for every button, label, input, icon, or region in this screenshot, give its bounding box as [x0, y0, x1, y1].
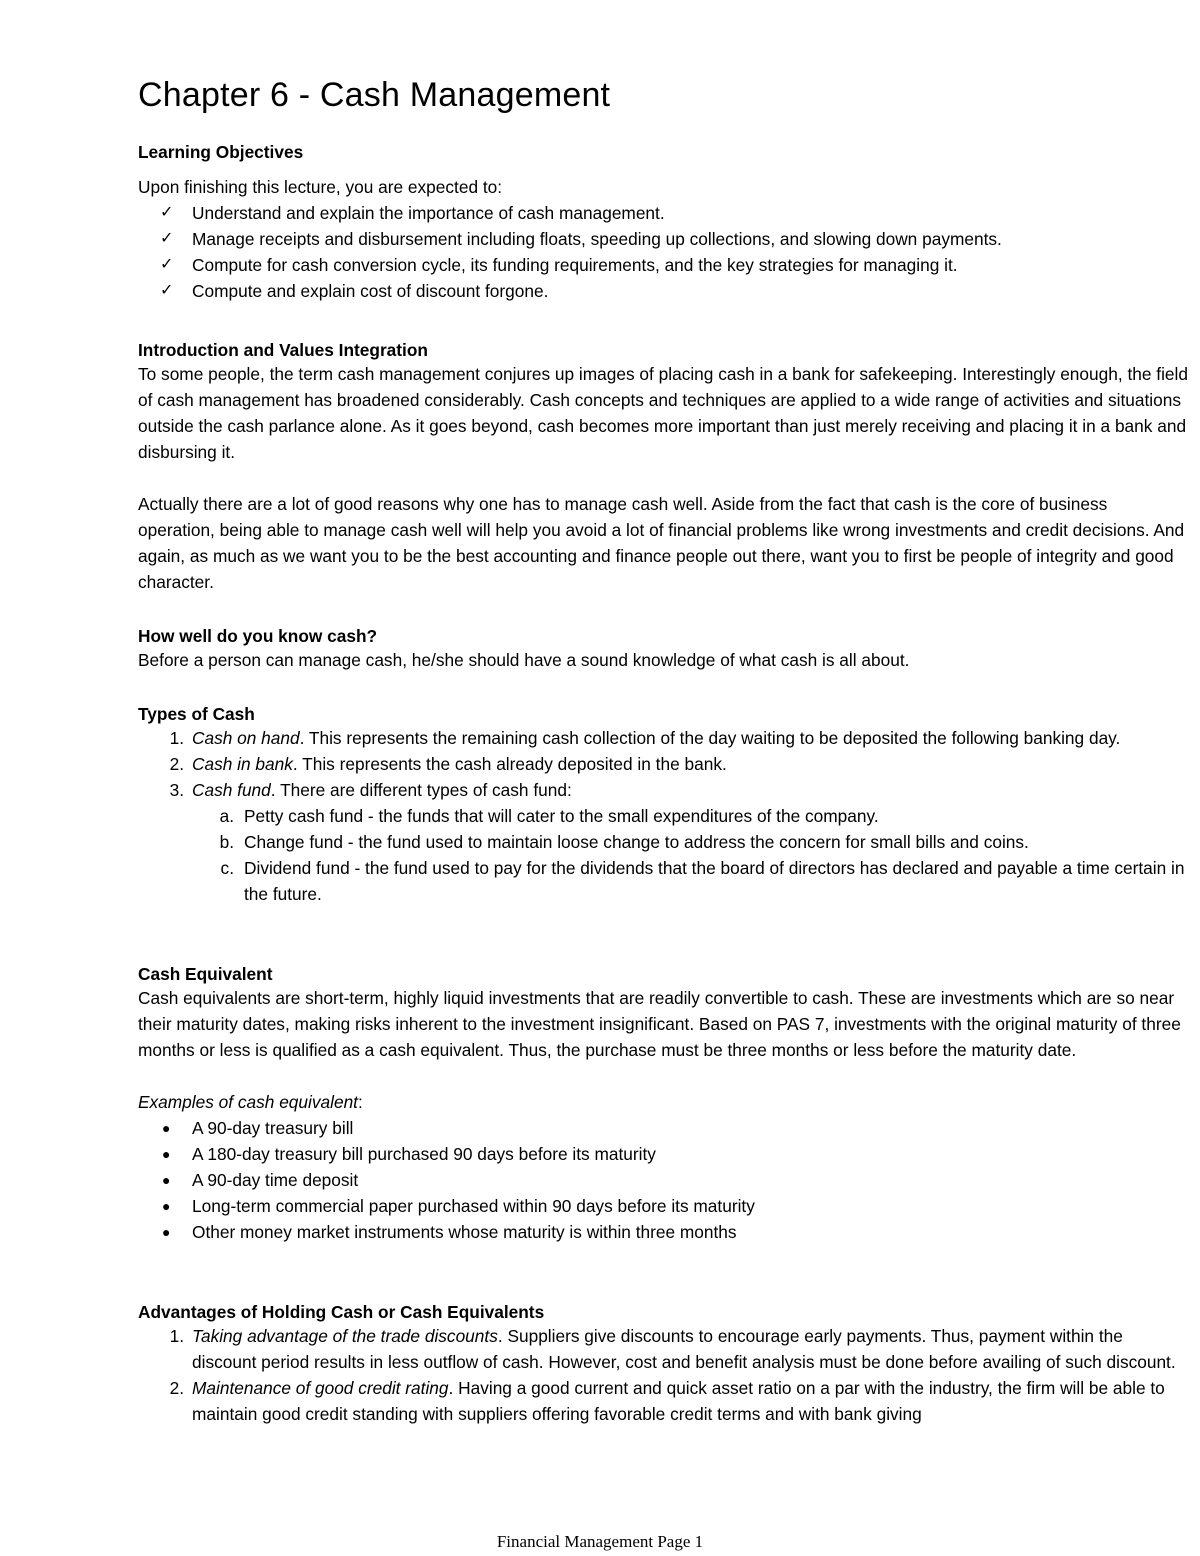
list-item: ✓ Manage receipts and disbursement including floats, speeding up collections, and slowing down payments. — [138, 226, 1188, 252]
examples-label: Examples of cash equivalent: — [138, 1092, 363, 1112]
checkmark-icon: ✓ — [160, 282, 174, 299]
list-item: 1. Taking advantage of the trade discounts. Suppliers give discounts to encourage early payments. Thus, payment within the discount period results in less outflow of cash. However, cost and benefit analysis must be done before availing of such discount. — [169, 1326, 1176, 1372]
bullet-icon: ● — [162, 1146, 171, 1162]
advantages-list — [138, 1323, 1188, 1427]
list-item: ● Other money market instruments whose maturity is within three months — [138, 1219, 1188, 1245]
advantages-heading: Advantages of Holding Cash or Cash Equivalents — [138, 1302, 545, 1322]
types-of-cash-heading: Types of Cash — [138, 704, 255, 724]
intro-values-heading: Introduction and Values Integration — [138, 340, 428, 360]
page-title: Chapter 6 - Cash Management — [138, 76, 611, 114]
list-item: 2. Maintenance of good credit rating. Having a good current and quick asset ratio on a par with the industry, the firm will be able to maintain good credit standing with suppliers offering favorable credit terms and with bank giving — [169, 1378, 1165, 1424]
know-cash-text: Before a person can manage cash, he/she should have a sound knowledge of what cash is all about. — [138, 650, 910, 670]
checkmark-icon: ✓ — [160, 256, 174, 273]
bullet-icon: ● — [162, 1172, 171, 1188]
intro-paragraph-1: To some people, the term cash management conjures up images of placing cash in a bank for safekeeping. Interestingly enough, the field of cash management has broadened considerably. Cash concepts and techniques are applied to a wide range of activities and situations outside the cash parlance alone. As it goes beyond, cash becomes more important than just merely receiving and placing it in a bank and disbursing it. — [138, 364, 1188, 462]
list-item: ✓ Compute for cash conversion cycle, its funding requirements, and the key strategies for managing it. — [138, 252, 1188, 278]
cash-fund-sublist — [138, 803, 1188, 907]
list-item: ✓ Understand and explain the importance of cash management. — [138, 200, 1188, 226]
types-of-cash-list — [138, 725, 1188, 803]
checkmark-icon: ✓ — [160, 230, 174, 247]
list-item: c. Dividend fund - the fund used to pay for the dividends that the board of directors has declared and payable a time certain in the future. — [220, 858, 1185, 904]
objectives-list — [138, 200, 1188, 304]
advantages-section — [138, 1302, 1188, 1427]
examples-list — [138, 1115, 1188, 1245]
checkmark-icon: ✓ — [160, 204, 174, 221]
list-item: ✓ Compute and explain cost of discount forgone. — [138, 278, 1188, 304]
list-item: ● A 90-day time deposit — [138, 1167, 1188, 1193]
learning-objectives-heading: Learning Objectives — [138, 142, 304, 162]
list-item: a. Petty cash fund - the funds that will cater to the small expenditures of the company. — [219, 806, 879, 826]
cash-equivalent-heading: Cash Equivalent — [138, 964, 273, 984]
list-item: ● A 90-day treasury bill — [138, 1115, 1188, 1141]
bullet-icon: ● — [162, 1120, 171, 1136]
objectives-intro: Upon finishing this lecture, you are expected to: — [138, 177, 503, 197]
page-footer: Financial Management Page 1 — [496, 1532, 704, 1551]
intro-paragraph-2: Actually there are a lot of good reasons why one has to manage cash well. Aside from the fact that cash is the core of business operation, being able to manage cash well will help you avoid a lot of financial problems like wrong investments and credit decisions. And again, as much as we want you to be the best accounting and finance people out there, want you to first be people of integrity and good character. — [138, 494, 1185, 592]
bullet-icon: ● — [162, 1198, 171, 1214]
know-cash-section — [138, 626, 1188, 673]
cash-equivalent-text: Cash equivalents are short-term, highly liquid investments that are readily convertible to cash. These are investments which are so near their maturity dates, making risks inherent to the investment insignificant. Based on PAS 7, investments with the original maturity of three months or less is qualified as a cash equivalent. Thus, the purchase must be three months or less before the maturity date. — [138, 988, 1181, 1060]
list-item: 2. Cash in bank. This represents the cash already deposited in the bank. — [169, 754, 727, 774]
list-item: ● Long-term commercial paper purchased within 90 days before its maturity — [138, 1193, 1188, 1219]
list-item: 3. Cash fund. There are different types of cash fund: — [169, 780, 572, 800]
know-cash-heading: How well do you know cash? — [138, 626, 378, 646]
bullet-icon: ● — [162, 1224, 171, 1240]
intro-values-section — [138, 340, 1188, 595]
cash-equivalent-section — [138, 964, 1188, 1245]
list-item: 1. Cash on hand. This represents the remaining cash collection of the day waiting to be deposited the following banking day. — [169, 728, 1121, 748]
list-item: ● A 180-day treasury bill purchased 90 days before its maturity — [138, 1141, 1188, 1167]
list-item: b. Change fund - the fund used to maintain loose change to address the concern for small bills and coins. — [219, 832, 1029, 852]
types-of-cash-section — [138, 704, 1188, 907]
learning-objectives-section — [138, 142, 1188, 304]
